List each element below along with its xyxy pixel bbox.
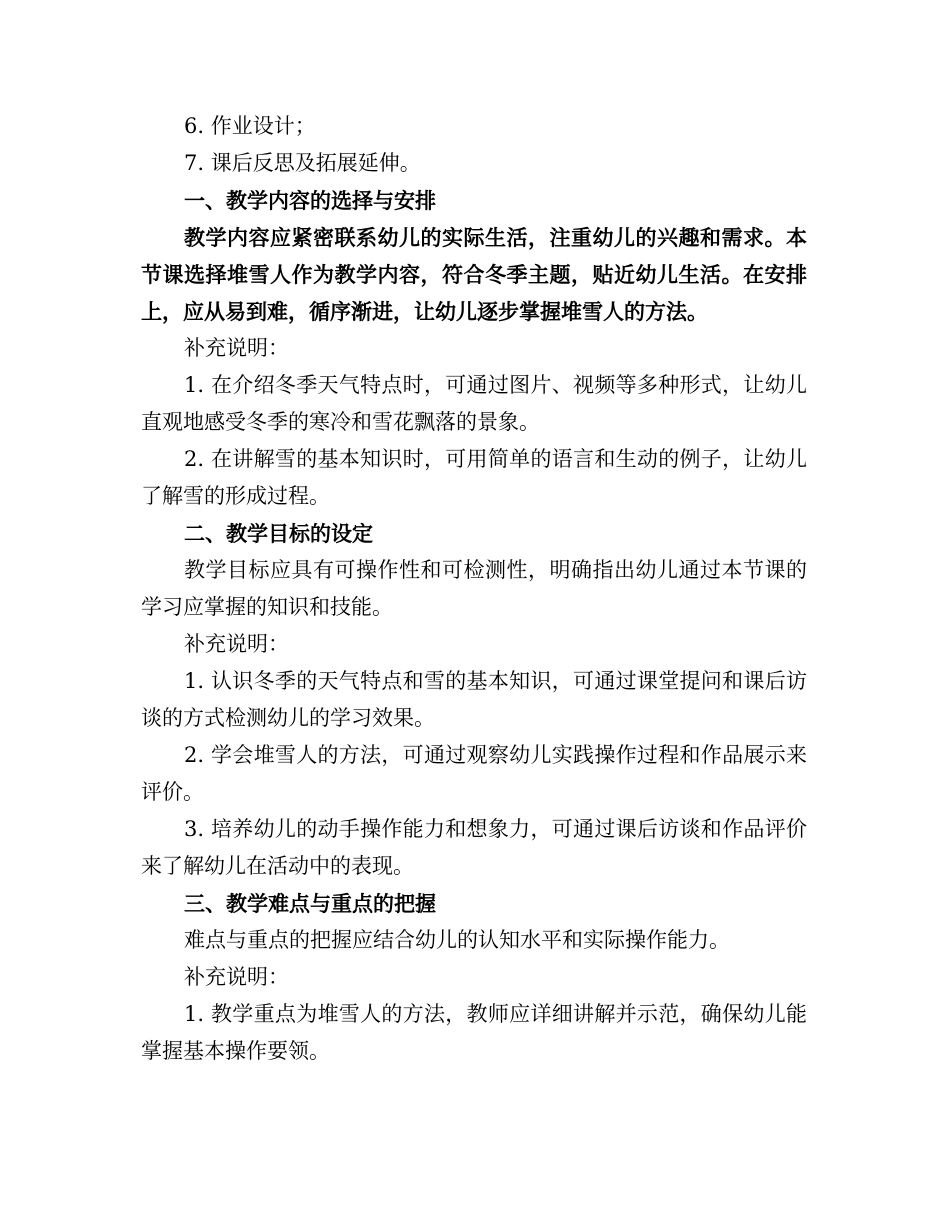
paragraph-supplement-weather: 1. 在介绍冬季天气特点时，可通过图片、视频等多种形式，让幼儿直观地感受冬季的寒冷和雪花飘落的景象。	[141, 373, 807, 434]
paragraph-key-point-method: 1. 教学重点为堆雪人的方法，教师应详细讲解并示范，确保幼儿能掌握基本操作要领。	[141, 1002, 807, 1063]
list-item-homework-design: 6. 作业设计；	[184, 114, 316, 138]
section-heading-objectives: 二、教学目标的设定	[184, 521, 373, 546]
supplement-label: 补充说明：	[184, 336, 289, 360]
supplement-label: 补充说明：	[184, 632, 289, 656]
paragraph-supplement-snow: 2. 在讲解雪的基本知识时，可用简单的语言和生动的例子，让幼儿了解雪的形成过程。	[141, 447, 807, 508]
document-body	[141, 108, 807, 1070]
paragraph-key-points: 难点与重点的把握应结合幼儿的认知水平和实际操作能力。	[184, 928, 730, 952]
paragraph-objectives: 教学目标应具有可操作性和可检测性，明确指出幼儿通过本节课的学习应掌握的知识和技能。	[141, 558, 807, 619]
list-item-reflection: 7. 课后反思及拓展延伸。	[184, 151, 421, 175]
paragraph-objective-knowledge: 1. 认识冬季的天气特点和雪的基本知识，可通过课堂提问和课后访谈的方式检测幼儿的学习效果。	[141, 669, 807, 730]
paragraph-objective-method: 2. 学会堆雪人的方法，可通过观察幼儿实践操作过程和作品展示来评价。	[141, 743, 807, 804]
supplement-label: 补充说明：	[184, 965, 289, 989]
paragraph-content-arrangement: 教学内容应紧密联系幼儿的实际生活，注重幼儿的兴趣和需求。本节课选择堆雪人作为教学内容，符合冬季主题，贴近幼儿生活。在安排上，应从易到难，循序渐进，让幼儿逐步掌握堆雪人的方法。	[141, 225, 807, 324]
paragraph-objective-ability: 3. 培养幼儿的动手操作能力和想象力，可通过课后访谈和作品评价来了解幼儿在活动中的表现。	[141, 817, 807, 878]
section-heading-content: 一、教学内容的选择与安排	[184, 188, 436, 213]
section-heading-key-points: 三、教学难点与重点的把握	[184, 891, 436, 916]
